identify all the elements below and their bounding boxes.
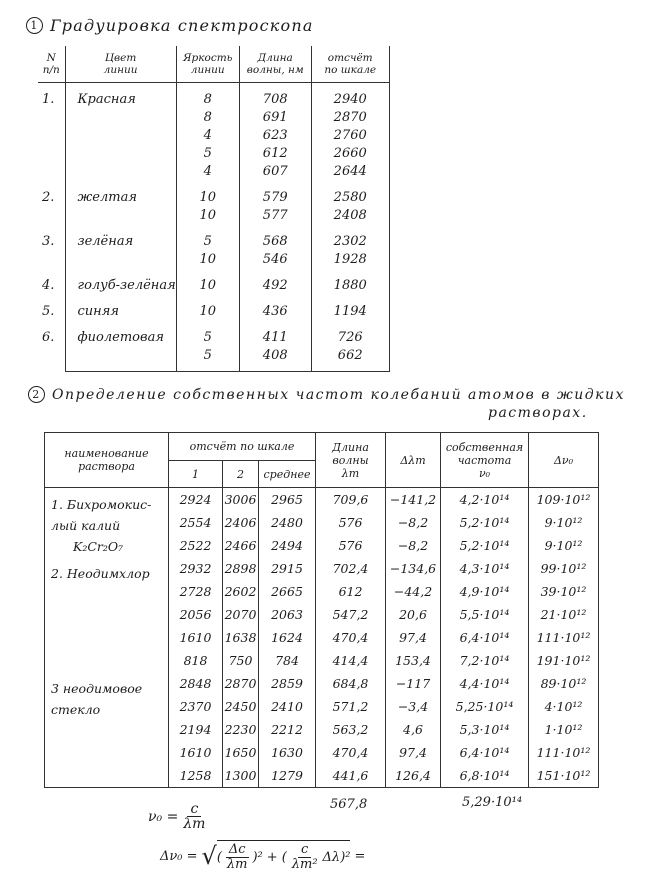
brightness-cell [176,321,239,372]
formula-lhs: Δν₀ = [160,848,198,864]
reading-1: 1258 [169,764,223,788]
reading-value: 2644 [333,164,367,179]
reading-1: 2554 [169,511,223,534]
section-2-heading [28,386,625,403]
delta-lambda-value: 4,6 [386,718,441,741]
reading-2: 1300 [223,764,259,788]
brightness-value: 8 [203,92,212,107]
wavelength-value: 436 [262,304,288,319]
solution-name: 1. Бихромокис- лый калий [51,497,152,533]
wavelength-value: 492 [262,278,288,293]
frequency-value: 5,2·10¹⁴ [441,511,529,534]
delta-lambda-value: −134,6 [386,557,441,580]
line-color: фиолетовая [65,321,176,372]
reading-value: 2408 [333,208,367,223]
wavelength-value: 568 [262,234,288,249]
reading-value: 726 [337,330,363,345]
wavelength-cell [239,225,311,269]
reading-value: 2580 [333,190,367,205]
reading-cell [311,295,389,321]
reading-average: 2410 [259,695,316,718]
section-number-circle: 2 [28,386,45,403]
header-delta-frequency: Δν₀ [529,433,599,488]
denominator: λm² [291,857,318,872]
calibration-table-body [38,83,389,372]
close-paren-squared: )² [252,850,263,865]
reading-average: 2665 [259,580,316,603]
line-color: Красная [65,83,176,182]
header-scale-reading: отсчёт по шкале [311,46,389,83]
brightness-value: 5 [203,348,212,363]
frequency-value: 6,8·10¹⁴ [441,764,529,788]
fraction [225,843,250,872]
brightness-value: 10 [199,304,216,319]
frequency-value: 7,2·10¹⁴ [441,649,529,672]
reading-value: 2302 [333,234,367,249]
reading-value: 2760 [333,128,367,143]
formula-lhs: ν₀ = [148,808,179,825]
brightness-value: 5 [203,330,212,345]
header-solution-name: наименование раствора [45,433,169,488]
reading-2: 2898 [223,557,259,580]
reading-2: 3006 [223,488,259,512]
brightness-cell [176,181,239,225]
row-number: 6. [38,321,65,372]
reading-2: 2602 [223,580,259,603]
delta-frequency-value: 111·10¹² [529,741,599,764]
header-scale-reading: отсчёт по шкале [169,433,316,461]
reading-2: 2406 [223,511,259,534]
fraction [290,843,320,872]
solution-name: 2. Неодимхлор [51,566,150,581]
line-color: желтая [65,181,176,225]
brightness-value: 5 [203,234,212,249]
reading-1: 2370 [169,695,223,718]
delta-frequency-value: 99·10¹² [529,557,599,580]
delta-lambda-value: 126,4 [386,764,441,788]
wavelength-value: 691 [262,110,288,125]
table-row [45,557,599,580]
delta-lambda-value: −3,4 [386,695,441,718]
delta-lambda-value: −141,2 [386,488,441,512]
reading-1: 818 [169,649,223,672]
wavelength-value: 470,4 [316,741,386,764]
delta-frequency-value: 9·10¹² [529,511,599,534]
table-row [38,269,389,295]
delta-lambda-value: 97,4 [386,741,441,764]
brightness-cell [176,269,239,295]
numerator: Δc [226,843,249,858]
frequency-value: 5,2·10¹⁴ [441,534,529,557]
brightness-value: 10 [199,252,216,267]
reading-value: 2940 [333,92,367,107]
reading-cell [311,181,389,225]
section-title: Определение собственных частот колебаний атомов в жидких [52,386,625,403]
delta-lambda-value: −117 [386,672,441,695]
brightness-value: 8 [203,110,212,125]
section-title: Градуировка спектроскопа [50,16,314,35]
reading-average: 2480 [259,511,316,534]
row-number: 4. [38,269,65,295]
section-number-circle: 1 [26,17,43,34]
section-title-continuation: растворах. [488,405,588,421]
header-reading-average: среднее [259,461,316,488]
header-own-frequency: собственная частота ν₀ [441,433,529,488]
reading-1: 1610 [169,741,223,764]
fraction [181,802,207,831]
open-paren: ( [281,850,287,865]
wavelength-value: 576 [316,511,386,534]
header-delta-lambda: Δλm [386,433,441,488]
solution-name-cell [45,557,169,672]
frequency-error-formula [160,840,369,872]
reading-average: 2212 [259,718,316,741]
frequency-value: 6,4·10¹⁴ [441,626,529,649]
reading-1: 2056 [169,603,223,626]
equals-sign: = [354,848,366,864]
denominator: λm [226,857,248,872]
calibration-table [38,46,390,372]
delta-lambda: Δλ [322,850,341,865]
reading-value: 2660 [333,146,367,161]
table-header-row [38,46,389,83]
numerator: c [187,802,201,817]
brightness-cell [176,295,239,321]
reading-value: 1880 [333,278,367,293]
wavelength-cell [239,181,311,225]
wavelength-value: 576 [316,534,386,557]
brightness-value: 4 [203,164,212,179]
wavelength-value: 547,2 [316,603,386,626]
reading-cell [311,225,389,269]
delta-frequency-value: 9·10¹² [529,534,599,557]
wavelength-value: 702,4 [316,557,386,580]
delta-frequency-value: 39·10¹² [529,580,599,603]
average-frequency: 5,29·10¹⁴ [462,795,523,810]
delta-frequency-value: 109·10¹² [529,488,599,512]
reading-1: 2728 [169,580,223,603]
delta-lambda-value: −8,2 [386,511,441,534]
wavelength-value: 684,8 [316,672,386,695]
wavelength-value: 577 [262,208,288,223]
header-reading-2: 2 [223,461,259,488]
delta-frequency-value: 111·10¹² [529,626,599,649]
frequency-value: 4,3·10¹⁴ [441,557,529,580]
section-1-heading [26,16,314,35]
reading-average: 2965 [259,488,316,512]
brightness-value: 4 [203,128,212,143]
delta-lambda-value: 20,6 [386,603,441,626]
frequency-value: 4,9·10¹⁴ [441,580,529,603]
frequency-formula [148,802,210,831]
radicand [217,840,351,872]
wavelength-value: 612 [316,580,386,603]
reading-2: 2070 [223,603,259,626]
wavelength-value: 563,2 [316,718,386,741]
average-wavelength: 567,8 [330,797,368,812]
brightness-value: 10 [199,278,216,293]
wavelength-value: 546 [262,252,288,267]
table-row [38,295,389,321]
reading-average: 1624 [259,626,316,649]
row-number: 3. [38,225,65,269]
numerator: c [298,843,311,858]
wavelength-cell [239,83,311,182]
delta-lambda-value: 153,4 [386,649,441,672]
reading-1: 2194 [169,718,223,741]
wavelength-value: 579 [262,190,288,205]
reading-average: 1279 [259,764,316,788]
reading-average: 2859 [259,672,316,695]
line-color: зелёная [65,225,176,269]
table-row [38,321,389,372]
frequency-table [44,432,599,788]
delta-frequency-value: 4·10¹² [529,695,599,718]
wavelength-value: 708 [262,92,288,107]
sqrt-sign: √ [201,842,217,870]
delta-frequency-value: 191·10¹² [529,649,599,672]
delta-frequency-value: 1·10¹² [529,718,599,741]
reading-1: 2522 [169,534,223,557]
frequency-table-body [45,488,599,788]
row-number: 5. [38,295,65,321]
frequency-value: 6,4·10¹⁴ [441,741,529,764]
wavelength-cell [239,295,311,321]
reading-cell [311,269,389,295]
wavelength-value: 470,4 [316,626,386,649]
row-number: 1. [38,83,65,182]
line-color: синяя [65,295,176,321]
header-brightness: Яркость линии [176,46,239,83]
reading-1: 2924 [169,488,223,512]
open-paren: ( [216,850,222,865]
reading-1: 1610 [169,626,223,649]
table-row [38,83,389,182]
reading-2: 2870 [223,672,259,695]
brightness-value: 10 [199,190,216,205]
wavelength-value: 612 [262,146,288,161]
wavelength-value: 441,6 [316,764,386,788]
delta-frequency-value: 21·10¹² [529,603,599,626]
reading-1: 2932 [169,557,223,580]
reading-2: 2450 [223,695,259,718]
frequency-value: 4,2·10¹⁴ [441,488,529,512]
reading-cell [311,321,389,372]
reading-average: 784 [259,649,316,672]
wavelength-value: 709,6 [316,488,386,512]
wavelength-cell [239,321,311,372]
line-color: голуб-зелёная [65,269,176,295]
delta-lambda-value: −44,2 [386,580,441,603]
header-line-color: Цвет линии [65,46,176,83]
delta-frequency-value: 151·10¹² [529,764,599,788]
reading-value: 2870 [333,110,367,125]
wavelength-value: 408 [262,348,288,363]
brightness-value: 10 [199,208,216,223]
wavelength-value: 607 [262,164,288,179]
table-header-row [45,433,599,461]
delta-frequency-value: 89·10¹² [529,672,599,695]
reading-value: 1928 [333,252,367,267]
table-row [45,488,599,512]
close-paren-squared: )² [340,850,351,865]
reading-value: 662 [337,348,363,363]
wavelength-value: 411 [262,330,288,345]
solution-name: 3 неодимовое стекло [51,681,143,717]
header-wavelength: Длина волны, нм [239,46,311,83]
reading-2: 750 [223,649,259,672]
solution-formula: K₂Cr₂O₇ [73,539,124,554]
reading-value: 1194 [333,304,367,319]
row-number: 2. [38,181,65,225]
table-row [45,672,599,695]
wavelength-value: 414,4 [316,649,386,672]
reading-2: 1638 [223,626,259,649]
header-number: N п/п [38,46,65,83]
reading-average: 2915 [259,557,316,580]
reading-2: 2466 [223,534,259,557]
delta-lambda-value: −8,2 [386,534,441,557]
denominator: λm [183,816,206,832]
brightness-value: 5 [203,146,212,161]
reading-2: 1650 [223,741,259,764]
frequency-value: 5,3·10¹⁴ [441,718,529,741]
wavelength-value: 571,2 [316,695,386,718]
reading-1: 2848 [169,672,223,695]
table-row [38,181,389,225]
header-reading-1: 1 [169,461,223,488]
frequency-value: 5,5·10¹⁴ [441,603,529,626]
solution-name-cell [45,488,169,558]
reading-average: 2063 [259,603,316,626]
reading-cell [311,83,389,182]
brightness-cell [176,83,239,182]
header-wavelength: Длина волны λm [316,433,386,488]
wavelength-value: 623 [262,128,288,143]
brightness-cell [176,225,239,269]
frequency-value: 5,25·10¹⁴ [441,695,529,718]
plus-sign: + [266,850,278,865]
delta-lambda-value: 97,4 [386,626,441,649]
table-row [38,225,389,269]
reading-average: 1630 [259,741,316,764]
reading-average: 2494 [259,534,316,557]
wavelength-cell [239,269,311,295]
frequency-value: 4,4·10¹⁴ [441,672,529,695]
reading-2: 2230 [223,718,259,741]
solution-name-cell [45,672,169,788]
